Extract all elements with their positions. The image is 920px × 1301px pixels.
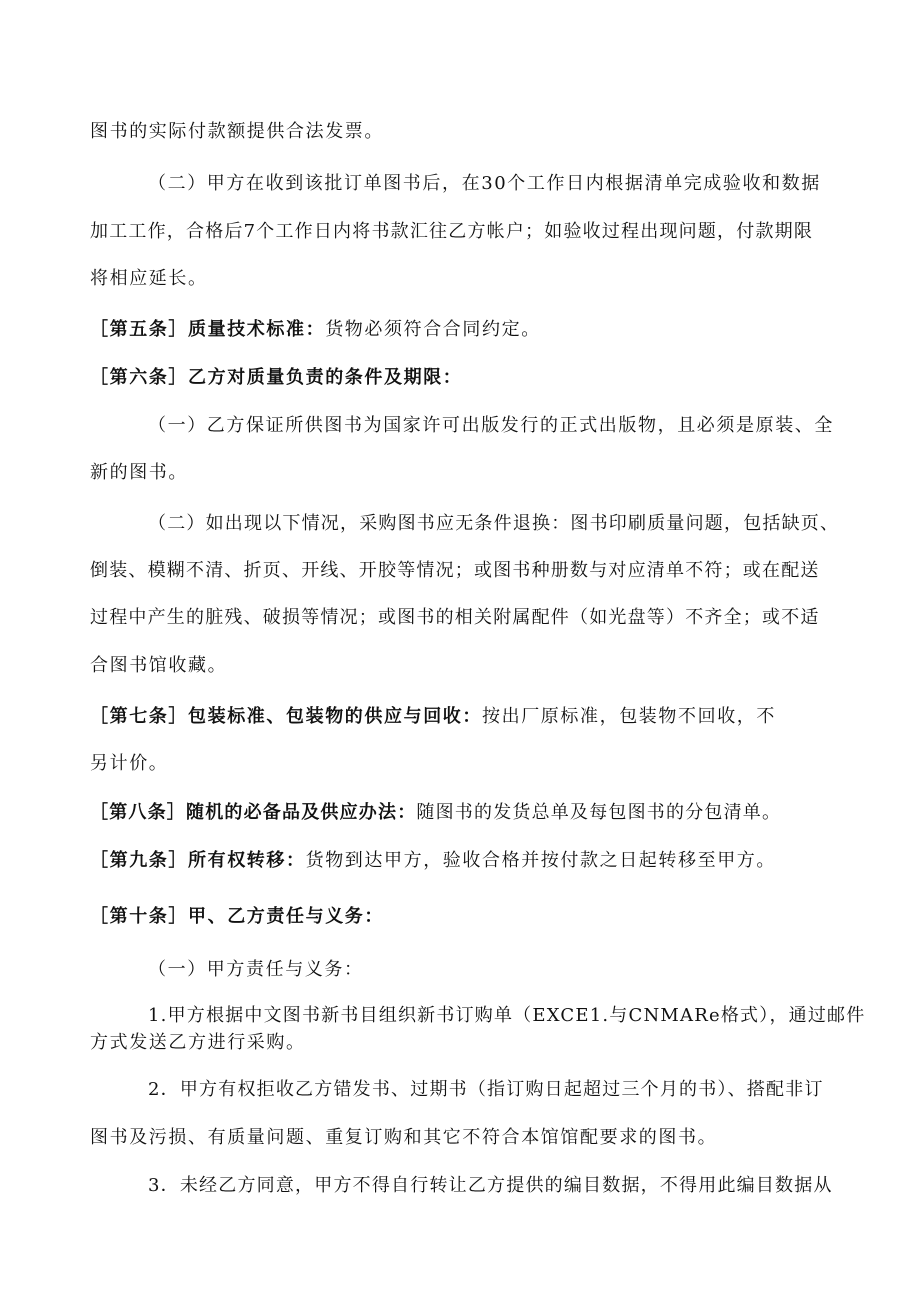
paragraph-line <box>90 606 850 630</box>
paragraph-line <box>148 1078 850 1102</box>
clause-heading: ［第九条］所有权转移： <box>90 850 306 871</box>
body-text: 货物到达甲方，验收合格并按付款之日起转移至甲方。 <box>305 850 777 871</box>
body-text: 1.甲方根据中文图书新书目组织新书订购单（EXCE1.与CNMARe格式），通过邮件 <box>148 1005 866 1026</box>
paragraph-line <box>148 172 850 196</box>
clause-10 <box>90 905 850 929</box>
paragraph-line <box>90 1126 850 1150</box>
paragraph-line <box>90 120 850 144</box>
paragraph-line <box>148 958 850 982</box>
body-text: （一）甲方责任与义务： <box>148 959 364 980</box>
paragraph-line <box>90 220 850 244</box>
clause-7 <box>90 705 850 729</box>
body-text: （二）甲方在收到该批订单图书后，在30个工作日内根据清单完成验收和数据 <box>148 173 821 194</box>
paragraph-line <box>90 559 850 583</box>
clause-heading: ［第八条］随机的必备品及供应办法： <box>90 802 417 823</box>
body-text: 合图书馆收藏。 <box>90 655 228 676</box>
paragraph-line <box>148 1174 850 1198</box>
body-text: 将相应延长。 <box>90 268 208 289</box>
body-text: 图书及污损、有质量问题、重复订购和其它不符合本馆馆配要求的图书。 <box>90 1127 718 1148</box>
body-text: 新的图书。 <box>90 462 188 483</box>
clause-heading: ［第十条］甲、乙方责任与义务： <box>90 906 384 927</box>
body-text: （二）如出现以下情况，采购图书应无条件退换：图书印刷质量问题，包括缺页、 <box>148 513 840 534</box>
body-text: 图书的实际付款额提供合法发票。 <box>90 121 384 142</box>
body-text: （一）乙方保证所供图书为国家许可出版发行的正式出版物，且必须是原装、全 <box>148 415 834 436</box>
clause-heading: ［第六条］乙方对质量负责的条件及期限： <box>90 367 463 388</box>
body-text: 货物必须符合合同约定。 <box>325 319 541 340</box>
paragraph-line <box>148 1004 866 1028</box>
body-text: 方式发送乙方进行采购。 <box>90 1032 306 1053</box>
body-text: 随图书的发货总单及每包图书的分包清单。 <box>416 802 782 823</box>
body-text: 过程中产生的脏残、破损等情况；或图书的相关附属配件（如光盘等）不齐全；或不适 <box>90 607 820 628</box>
body-text: 2．甲方有权拒收乙方错发书、过期书（指订购日起超过三个月的书）、搭配非订 <box>148 1079 824 1100</box>
paragraph-line <box>90 752 850 776</box>
body-text: 加工工作，合格后7个工作日内将书款汇往乙方帐户；如验收过程出现问题，付款期限 <box>90 221 814 242</box>
clause-6 <box>90 366 850 390</box>
body-text: 另计价。 <box>90 753 169 774</box>
paragraph-line <box>90 461 850 485</box>
clause-8 <box>90 801 850 825</box>
clause-5 <box>90 318 850 342</box>
paragraph-line <box>90 267 850 291</box>
paragraph-line <box>90 1031 850 1055</box>
body-text: 3．未经乙方同意，甲方不得自行转让乙方提供的编目数据，不得用此编目数据从 <box>148 1175 833 1196</box>
clause-heading: ［第五条］质量技术标准： <box>90 319 326 340</box>
paragraph-line <box>90 654 850 678</box>
clause-9 <box>90 849 850 873</box>
body-text: 按出厂原标准，包装物不回收，不 <box>482 706 776 727</box>
clause-heading: ［第七条］包装标准、包装物的供应与回收： <box>90 706 482 727</box>
paragraph-line <box>148 414 850 438</box>
paragraph-line <box>148 512 850 536</box>
body-text: 倒装、模糊不清、折页、开线、开胶等情况；或图书种册数与对应清单不符；或在配送 <box>90 560 820 581</box>
